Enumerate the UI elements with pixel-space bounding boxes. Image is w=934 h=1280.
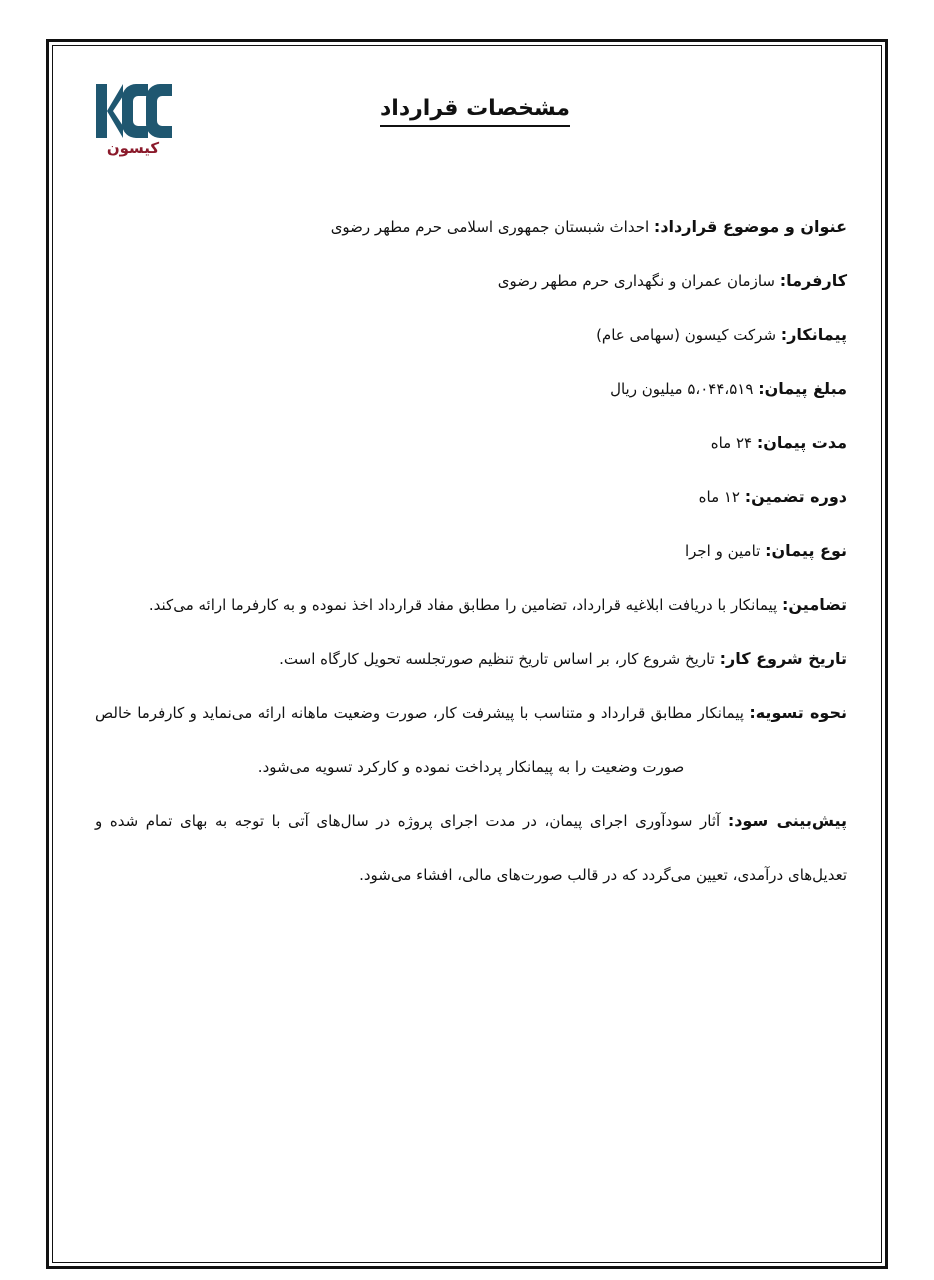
detail-value: پیمانکار مطابق قرارداد و متناسب با پیشرفت کار، صورت وضعیت ماهانه ارائه می‌نماید و کارفرما خالص صورت وضعیت را به پیمانکار پرداخت نموده و کارکرد تسویه می‌شود. — [95, 704, 744, 776]
detail-value: پیمانکار با دریافت ابلاغیه قرارداد، تضامین را مطابق مفاد قرارداد اخذ نموده و به کارفرما ارائه می‌کند. — [148, 596, 778, 614]
detail-row-type — [95, 524, 847, 578]
detail-label: دوره تضمین: — [744, 487, 847, 506]
detail-label: پیمانکار: — [780, 325, 847, 344]
detail-label: نوع پیمان: — [765, 541, 847, 560]
detail-row-profit-forecast — [95, 794, 847, 902]
detail-value: شرکت کیسون (سهامی عام) — [596, 326, 777, 344]
detail-value: آثار سودآوری اجرای پیمان، در مدت اجرای پروژه در سال‌های آتی با توجه به بهای تمام شده و تعدیل‌های درآمدی، تعیین می‌گردد که در قالب صورت‌های مالی، افشاء می‌شود. — [95, 812, 847, 884]
detail-row-start-date — [95, 632, 847, 686]
detail-label: مدت پیمان: — [756, 433, 847, 452]
detail-row-guarantees — [95, 578, 847, 632]
detail-row-settlement — [95, 686, 847, 794]
detail-label: پیش‌بینی سود: — [727, 811, 847, 830]
detail-value: احداث شبستان جمهوری اسلامی حرم مطهر رضوی — [330, 218, 650, 236]
detail-label: نحوه تسویه: — [749, 703, 847, 722]
detail-row-amount — [95, 362, 847, 416]
detail-label: مبلغ پیمان: — [758, 379, 847, 398]
document-title — [300, 92, 650, 126]
company-logo — [92, 82, 174, 162]
detail-value: ۵،۰۴۴،۵۱۹ میلیون ریال — [610, 380, 754, 398]
detail-label: کارفرما: — [779, 271, 847, 290]
detail-value: تامین و اجرا — [684, 542, 761, 560]
detail-row-employer — [95, 254, 847, 308]
detail-row-subject — [95, 200, 847, 254]
detail-value: ۲۴ ماه — [710, 434, 753, 452]
detail-value: ۱۲ ماه — [698, 488, 740, 506]
detail-label: تاریخ شروع کار: — [719, 649, 847, 668]
logo-name: کیسون — [106, 139, 160, 157]
contract-details — [95, 200, 847, 902]
detail-value: سازمان عمران و نگهداری حرم مطهر رضوی — [497, 272, 775, 290]
document-title-text: مشخصات قرارداد — [380, 96, 570, 127]
detail-row-contractor — [95, 308, 847, 362]
detail-row-duration — [95, 416, 847, 470]
detail-value: تاریخ شروع کار، بر اساس تاریخ تنظیم صورتجلسه تحویل کارگاه است. — [279, 650, 715, 668]
kcc-logo-mark-icon — [92, 82, 174, 140]
detail-label: عنوان و موضوع قرارداد: — [653, 217, 847, 236]
detail-row-warranty — [95, 470, 847, 524]
detail-label: تضامین: — [781, 595, 847, 614]
